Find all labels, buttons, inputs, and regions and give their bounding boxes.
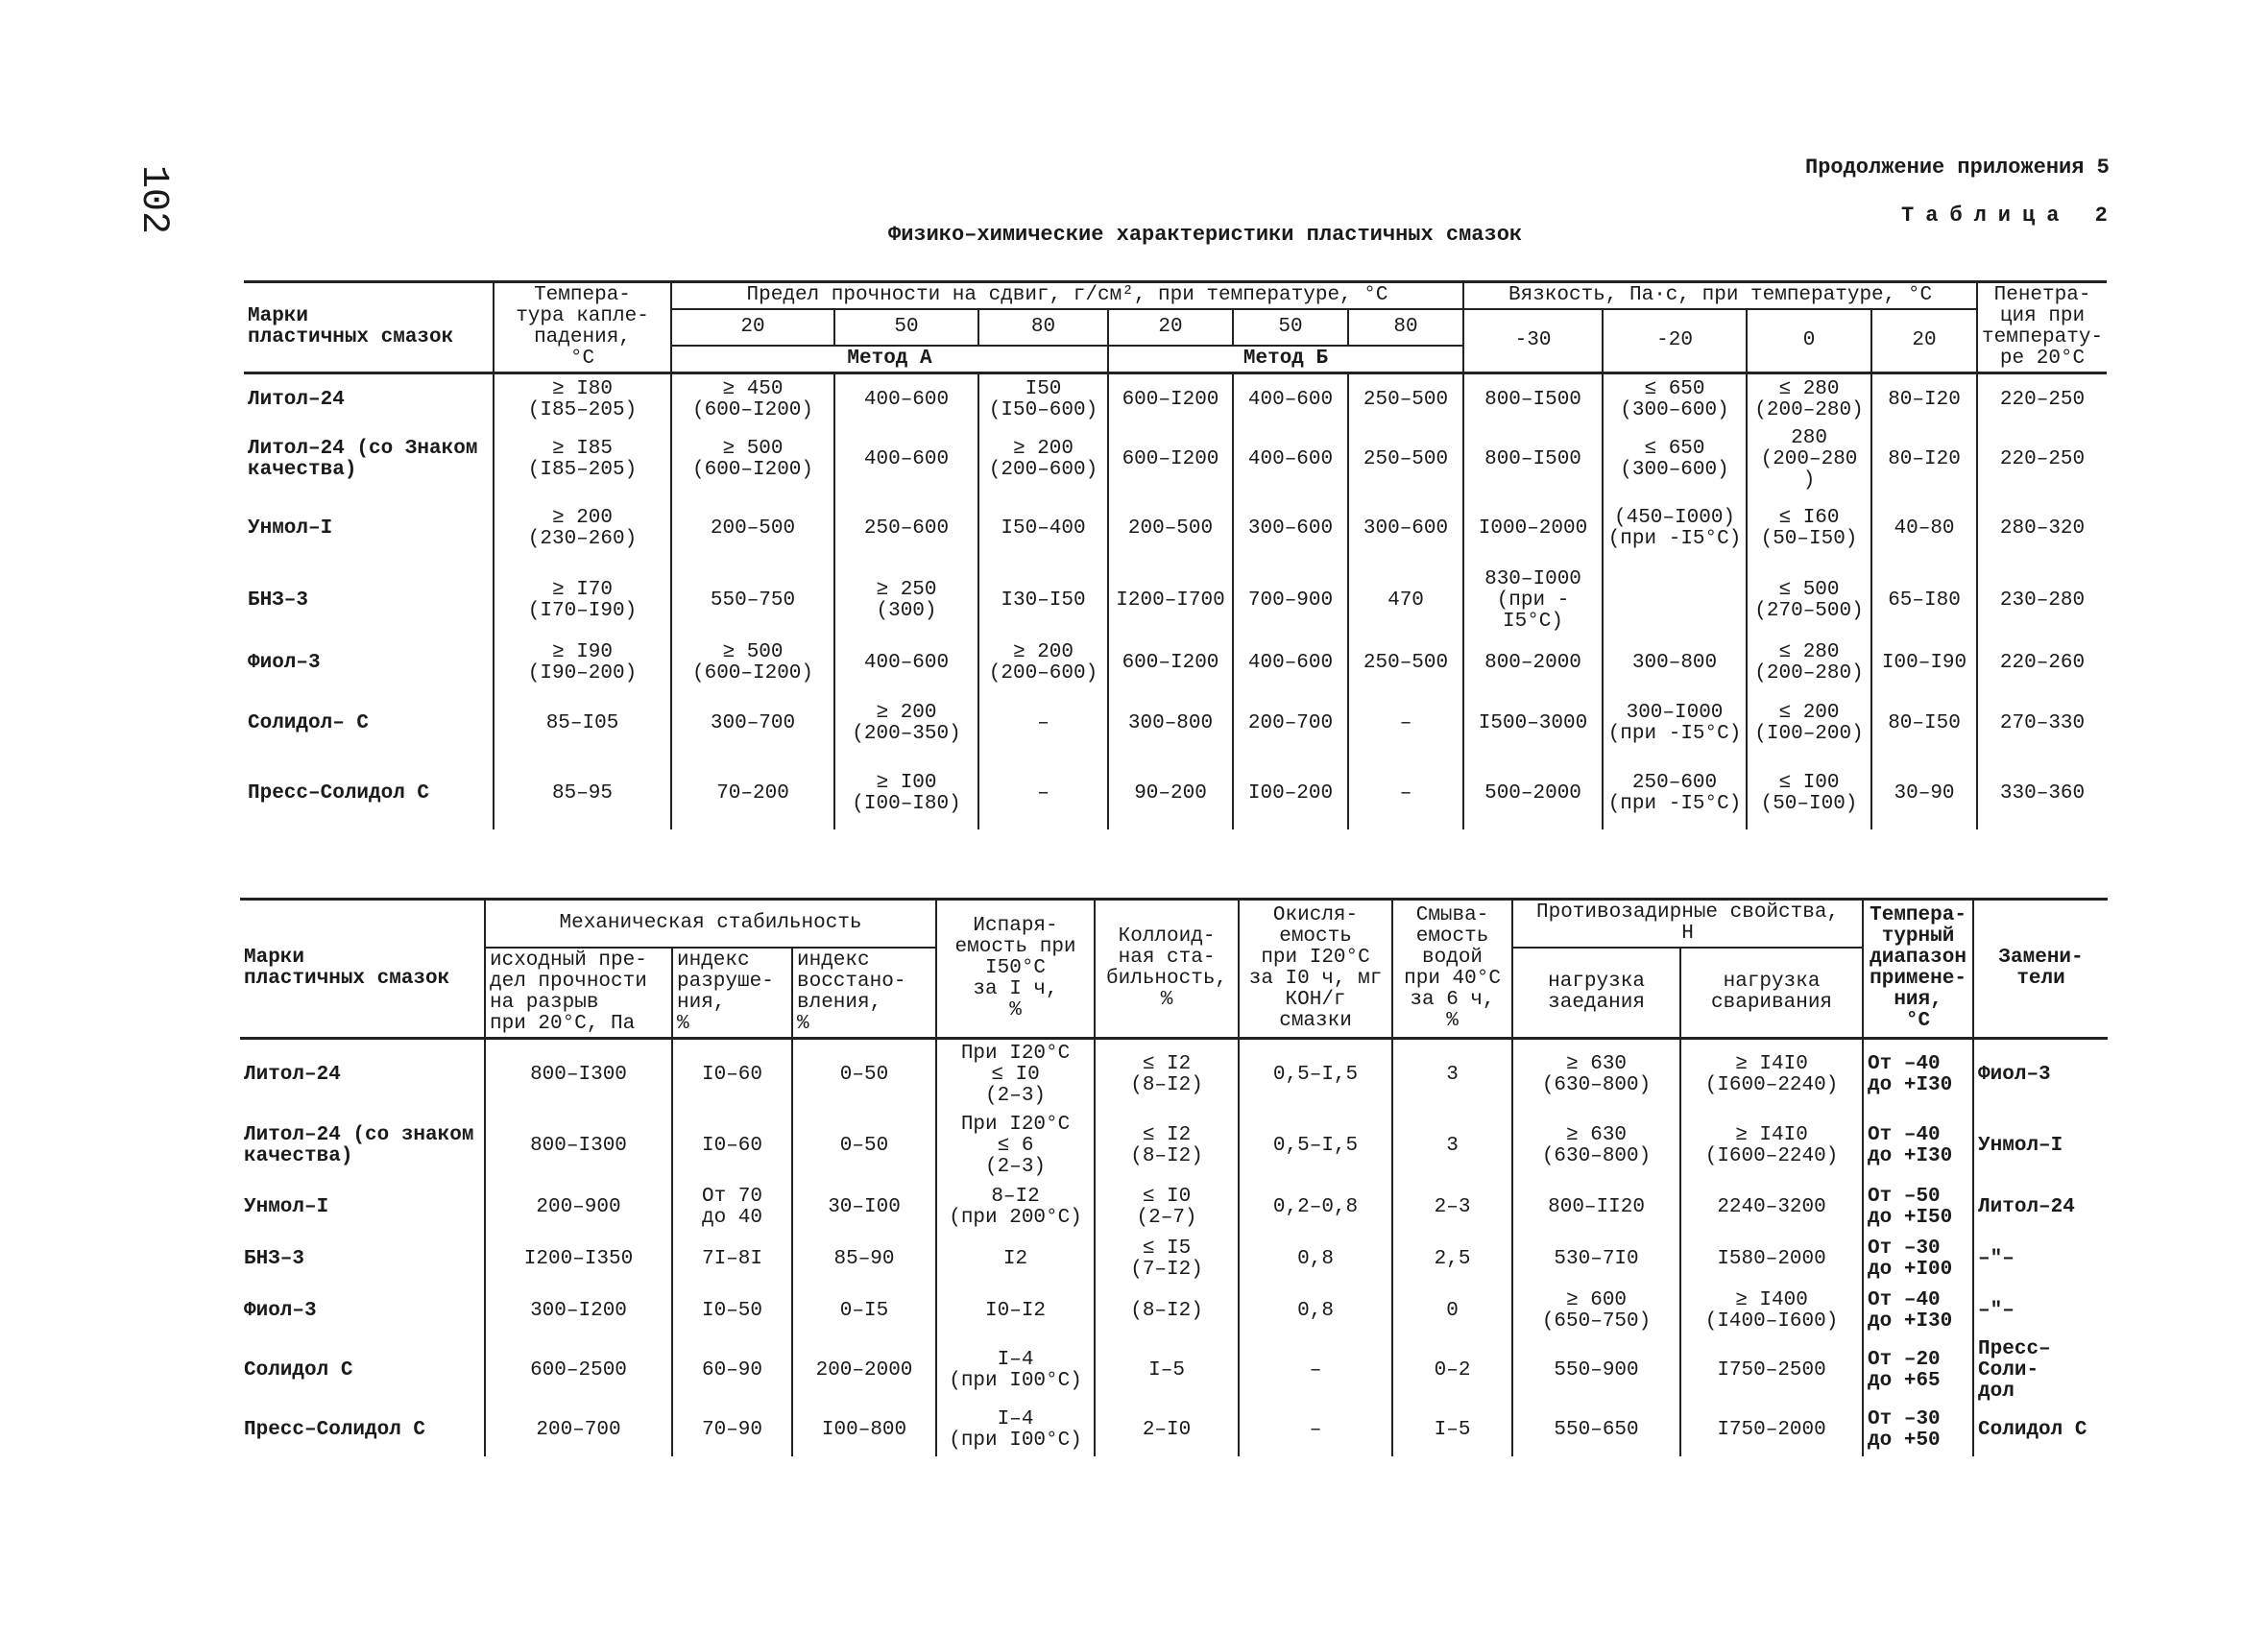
table-cell: 0,5–I,5 [1239,1111,1392,1182]
table-cell: I0–50 [672,1286,792,1337]
table-cell: Пресс–Соли- дол [1973,1337,2108,1405]
table-row [244,426,2107,493]
table-cell: 200–2000 [792,1337,936,1405]
row-grade-name: Литол–24 (со знаком качества) [244,1124,474,1167]
header-shear-temp: 20 [1108,309,1233,346]
table-cell: 800–I500 [1463,426,1603,493]
table-cell: 2–3 [1392,1182,1512,1234]
table-row [244,758,2107,829]
continuation-note: Продолжение приложения 5 [1805,156,2110,180]
table-cell: 500–2000 [1463,758,1603,829]
table-cell: 250–500 [1348,373,1463,427]
header-temp-range: Темпера- турный диапазон применe- ния, °С [1863,900,1973,1039]
table-cell: I750–2000 [1680,1405,1863,1456]
table-cell: При I20°С ≤ 6 (2–3) [936,1111,1095,1182]
table-row [240,1039,2108,1112]
table-label: Таблица 2 [1901,204,2119,228]
header-shear-temp: 50 [834,309,978,346]
table-cell: ≥ I90 (I90–200) [494,637,671,689]
table-cell: 30–I00 [792,1182,936,1234]
table-cell: (450–I000) (при -I5°С) [1603,493,1747,565]
table-cell: ≤ 200 (I00–200) [1747,689,1871,758]
page-number: 102 [132,165,175,235]
table-cell: 0,5–I,5 [1239,1039,1392,1112]
header-oxidation: Окисля- емость при I20°С за I0 ч, мг КОН/г смазки [1239,900,1392,1039]
row-grade-name: Унмол–I [248,517,333,540]
table-cell: I–5 [1392,1405,1512,1456]
row-grade-name: Фиол–3 [248,652,321,674]
header-substitutes: Замени- тели [1973,900,2108,1039]
table-cell: ≥ 200 (200–600) [978,637,1108,689]
table-cell: 800–I300 [485,1111,672,1182]
header-shear-temp: 80 [978,309,1108,346]
header-washout: Смыва- емость водой при 40°С за 6 ч, % [1392,900,1512,1039]
table-cell: 800–II20 [1512,1182,1680,1234]
table-cell: ≤ I00 (50–I00) [1747,758,1871,829]
table-cell: 2240–3200 [1680,1182,1863,1234]
table-cell: 400–600 [1233,373,1348,427]
table-cell: 250–600 (при -I5°С) [1603,758,1747,829]
table-cell: ≤ 650 (300–600) [1603,373,1747,427]
table-cell: I0–I2 [936,1286,1095,1337]
table-cell: 0–2 [1392,1337,1512,1405]
table-row [240,1286,2108,1337]
header-seizure-load: нагрузка заедания [1512,948,1680,1039]
table-cell: От –50 до +I50 [1863,1182,1973,1234]
row-grade-name: Унмол–I [244,1196,329,1218]
row-grade-name: Литол–24 [248,389,345,411]
table-cell: – [1348,689,1463,758]
table-cell: 60–90 [672,1337,792,1405]
table-cell: ≥ I85 (I85–205) [494,426,671,493]
header-visc-temp: 0 [1747,309,1871,373]
table-cell [1603,565,1747,637]
row-grade-name: Пресс–Солидол С [244,1419,426,1441]
table-cell: ≥ 200 (230–260) [494,493,671,565]
row-grade-name: БНЗ–3 [244,1248,305,1270]
table-cell: ≥ I80 (I85–205) [494,373,671,427]
table-cell: 400–600 [834,373,978,427]
table-cell: 600–I200 [1108,637,1233,689]
table-cell: 80–I20 [1871,426,1977,493]
table-cell: ≤ 280 (200–280) [1747,373,1871,427]
table-cell: От –40 до +I30 [1863,1286,1973,1337]
table-cell: 8–I2 (при 200°С) [936,1182,1095,1234]
table-cell: (8–I2) [1095,1286,1239,1337]
table-cell: 300–800 [1603,637,1747,689]
table-cell: 90–200 [1108,758,1233,829]
table-cell: I00–I90 [1871,637,1977,689]
table-row [244,637,2107,689]
table-cell: ≥ 250 (300) [834,565,978,637]
table-cell: ≥ I00 (I00–I80) [834,758,978,829]
table-cell: ≤ I60 (50–I50) [1747,493,1871,565]
table-cell: 0–50 [792,1111,936,1182]
table-cell: 400–600 [834,426,978,493]
header-welding-load: нагрузка сваривания [1680,948,1863,1039]
table-cell: 550–750 [671,565,834,637]
table-cell: 70–90 [672,1405,792,1456]
table-cell: – [978,758,1108,829]
header-visc-temp: -20 [1603,309,1747,373]
table-cell: I30–I50 [978,565,1108,637]
table-cell: ≥ 450 (600–I200) [671,373,834,427]
table-title: Физико–химические характеристики пластичных смазок [888,223,1523,247]
table-cell: 300–600 [1348,493,1463,565]
table-cell: 40–80 [1871,493,1977,565]
table-cell: 85–I05 [494,689,671,758]
table-cell: От –30 до +50 [1863,1405,1973,1456]
table-cell: ≤ 650 (300–600) [1603,426,1747,493]
table-cell: I000–2000 [1463,493,1603,565]
table-cell: 600–I200 [1108,426,1233,493]
table-cell: 270–330 [1977,689,2107,758]
table-cell: Унмол–I [1973,1111,2108,1182]
table-cell: ≥ I400 (I400–I600) [1680,1286,1863,1337]
table-cell: 800–I300 [485,1039,672,1112]
table-cell: I2 [936,1234,1095,1286]
lubricant-properties-table-2 [240,898,2108,1456]
table-cell: 470 [1348,565,1463,637]
table-cell: – [1348,758,1463,829]
table-cell: 0,8 [1239,1234,1392,1286]
table-cell: ≥ 500 (600–I200) [671,426,834,493]
table-row [244,373,2107,427]
table-cell: 280 (200–280 ) [1747,426,1871,493]
table-cell: I200–I700 [1108,565,1233,637]
header-method-a: Метод А [671,346,1108,373]
table-cell: 330–360 [1977,758,2107,829]
header-visc-temp: -30 [1463,309,1603,373]
row-grade-name: Солидол– С [248,712,370,734]
table-cell: I–5 [1095,1337,1239,1405]
table-cell: 800–I500 [1463,373,1603,427]
table-cell: I00–800 [792,1405,936,1456]
table-cell: 550–900 [1512,1337,1680,1405]
table-cell: 220–260 [1977,637,2107,689]
header-shear-temp: 80 [1348,309,1463,346]
table-cell: 2,5 [1392,1234,1512,1286]
table-row [244,493,2107,565]
header-penetration: Пенетра- ция при температу- ре 20°С [1977,282,2107,373]
table-cell: – [1239,1337,1392,1405]
table-cell: 0,2–0,8 [1239,1182,1392,1234]
table-row [244,689,2107,758]
table-cell: Солидол С [1973,1405,2108,1456]
table-row [240,1182,2108,1234]
table-cell: I580–2000 [1680,1234,1863,1286]
table-cell: 700–900 [1233,565,1348,637]
table-cell: 30–90 [1871,758,1977,829]
table-cell: ≥ 630 (630–800) [1512,1111,1680,1182]
header-antiseize: Противозадирные свойства, Н [1512,900,1863,949]
table-cell: 300–800 [1108,689,1233,758]
table-cell: ≥ I4I0 (I600–2240) [1680,1111,1863,1182]
table-cell: 80–I50 [1871,689,1977,758]
table-cell: 200–700 [1233,689,1348,758]
table-cell: 80–I20 [1871,373,1977,427]
table-cell: 7I–8I [672,1234,792,1286]
table-cell: ≥ 630 (630–800) [1512,1039,1680,1112]
table-cell: ≤ I2 (8–I2) [1095,1111,1239,1182]
table-cell: 0,8 [1239,1286,1392,1337]
table-cell: I0–60 [672,1111,792,1182]
table-cell: От –40 до +I30 [1863,1111,1973,1182]
table-cell: ≤ I0 (2–7) [1095,1182,1239,1234]
table-cell: 230–280 [1977,565,2107,637]
header-method-b: Метод Б [1108,346,1463,373]
table-cell: 300–700 [671,689,834,758]
table-cell: I200–I350 [485,1234,672,1286]
table-cell: 220–250 [1977,373,2107,427]
row-grade-name: Пресс–Солидол С [248,782,430,805]
header-viscosity: Вязкость, Па·с, при температуре, °С [1463,282,1977,310]
header-shear-temp: 50 [1233,309,1348,346]
table-cell: 600–2500 [485,1337,672,1405]
table-cell: I–4 (при I00°С) [936,1405,1095,1456]
table-cell: 400–600 [834,637,978,689]
table-cell: I00–200 [1233,758,1348,829]
header-grades: Марки пластичных смазок [248,305,454,348]
table-cell: 250–500 [1348,637,1463,689]
table-cell: I500–3000 [1463,689,1603,758]
table-cell: От –20 до +65 [1863,1337,1973,1405]
table-cell: – [1239,1405,1392,1456]
table-cell: ≥ 200 (200–600) [978,426,1108,493]
table-cell: ≤ 500 (270–500) [1747,565,1871,637]
table-cell: –"– [1973,1286,2108,1337]
table-cell: I50 (I50–600) [978,373,1108,427]
table-cell: 220–250 [1977,426,2107,493]
table-cell: I0–60 [672,1039,792,1112]
table-cell: –"– [1973,1234,2108,1286]
table-cell: ≥ I70 (I70–I90) [494,565,671,637]
header-shear-temp: 20 [671,309,834,346]
header-shear-strength: Предел прочности на сдвиг, г/см², при температуре, °С [671,282,1463,310]
table-cell: От –40 до +I30 [1863,1039,1973,1112]
table-cell: ≥ I4I0 (I600–2240) [1680,1039,1863,1112]
table-cell: 830–I000 (при -I5°С) [1463,565,1603,637]
table-cell: 800–2000 [1463,637,1603,689]
table-cell: – [978,689,1108,758]
table-cell: 280–320 [1977,493,2107,565]
lubricant-properties-table-1 [244,280,2107,829]
table-cell: 600–I200 [1108,373,1233,427]
table-cell: ≤ I5 (7–I2) [1095,1234,1239,1286]
table-cell: 0–50 [792,1039,936,1112]
table-cell: ≤ 280 (200–280) [1747,637,1871,689]
row-grade-name: Фиол–3 [244,1300,317,1322]
table-cell: 250–500 [1348,426,1463,493]
table-cell: 0 [1392,1286,1512,1337]
table-cell: ≥ 600 (650–750) [1512,1286,1680,1337]
table-cell: 200–500 [671,493,834,565]
table-cell: При I20°С ≤ I0 (2–3) [936,1039,1095,1112]
table-row [244,565,2107,637]
table-cell: ≥ 200 (200–350) [834,689,978,758]
header-visc-temp: 20 [1871,309,1977,373]
table-cell: 300–I200 [485,1286,672,1337]
table-cell: 85–95 [494,758,671,829]
table-cell: 70–200 [671,758,834,829]
table-cell: ≤ I2 (8–I2) [1095,1039,1239,1112]
table-cell: 3 [1392,1039,1512,1112]
table-cell: 65–I80 [1871,565,1977,637]
header-drop-temp: Темпера- тура капле- падения, °С [494,282,671,373]
table-cell: 550–650 [1512,1405,1680,1456]
header-colloid-stability: Коллоид- ная ста- бильность, % [1095,900,1239,1039]
table-cell: I50–400 [978,493,1108,565]
table-cell: 200–900 [485,1182,672,1234]
table-cell: 200–500 [1108,493,1233,565]
table-cell: От –30 до +I00 [1863,1234,1973,1286]
table-cell: 300–600 [1233,493,1348,565]
table-cell: I750–2500 [1680,1337,1863,1405]
table-cell: 200–700 [485,1405,672,1456]
table-row [240,1337,2108,1405]
header-evaporation: Испаря- емость при I50°С за I ч, % [936,900,1095,1039]
header-grades: Марки пластичных смазок [244,947,450,990]
table-cell: 3 [1392,1111,1512,1182]
table-cell: 400–600 [1233,426,1348,493]
header-destruction-index: индекс разруше- ния, % [672,948,792,1039]
table-row [240,1111,2108,1182]
table-cell: 0–I5 [792,1286,936,1337]
table-cell: 400–600 [1233,637,1348,689]
row-grade-name: БНЗ–3 [248,589,309,612]
row-grade-name: Солидол С [244,1359,353,1382]
row-grade-name: Литол–24 (со Знаком качества) [248,438,478,481]
table-cell: 300–I000 (при -I5°С) [1603,689,1747,758]
table-cell: Литол–24 [1973,1182,2108,1234]
table-row [240,1234,2108,1286]
header-mechanical-stability: Механическая стабильность [485,900,936,949]
table-cell: От 70 до 40 [672,1182,792,1234]
table-cell: ≥ 500 (600–I200) [671,637,834,689]
header-initial-strength: исходный пре- дел прочности на разрыв при 20°С, Па [485,948,672,1039]
table-cell: 2–I0 [1095,1405,1239,1456]
table-row [240,1405,2108,1456]
header-recovery-index: индекс восстано- вления, % [792,948,936,1039]
table-cell: 85–90 [792,1234,936,1286]
table-cell: I–4 (при I00°С) [936,1337,1095,1405]
table-cell: 250–600 [834,493,978,565]
table-cell: 530–7I0 [1512,1234,1680,1286]
row-grade-name: Литол–24 [244,1064,341,1086]
table-cell: Фиол–3 [1973,1039,2108,1112]
